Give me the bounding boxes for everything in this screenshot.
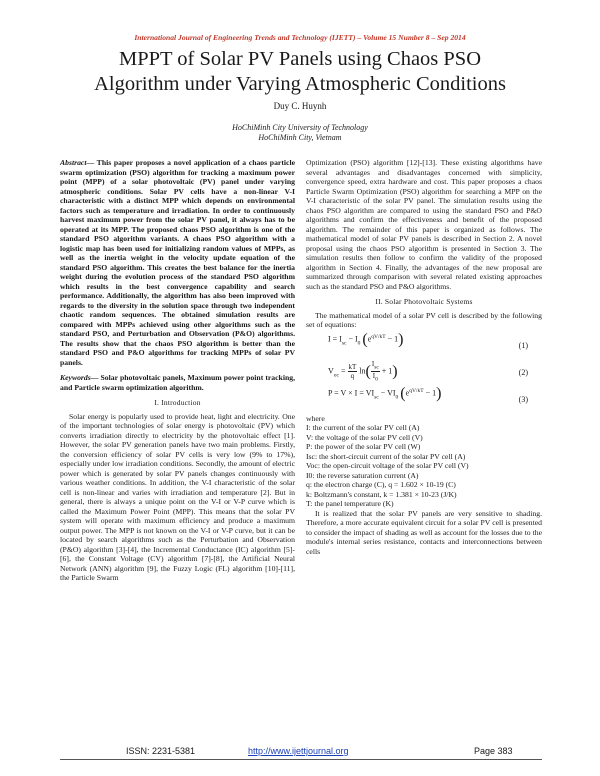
definition-item: q: the electron charge (C), q = 1.602 × 10-19 (C): [306, 480, 456, 489]
definition-item: T: the panel temperature (K): [306, 499, 394, 508]
equation-1-number: (1): [518, 340, 528, 350]
paper-title: [40, 47, 560, 97]
title-line-2: Algorithm under Varying Atmospheric Conditions: [94, 73, 506, 95]
keywords-lead: Keywords—: [60, 373, 99, 382]
affiliation-line-2: HoChiMinh City, Vietnam: [258, 133, 342, 143]
equation-3-number: (3): [518, 394, 528, 404]
intro-continued-paragraph: Optimization (PSO) algorithm [12]-[13]. These existing algorithms have several advantages and disadvantages concerned with simplicity, convergence speed, extra hardware and cost. This paper proposes a chaos Particle Swarm Optimization (PSO) algorithm for searching a MPP on the V-I characteristic of the solar PV panel. The simulation results using the chaos PSO algorithm are compared to using the standard PSO and P&O algorithms and confirm the effectiveness and benefit of the proposed algorithm. The remainder of this paper is organized as follows. The mathematical model of solar PV panels is described in Section 2. A novel proposal using the chaos PSO algorithm is presented in Section 3. The simulation results then follow to confirm the validity of the proposed algorithm in Section 4. Finally, the advantages of the new proposal are summarized through comparison with several related existing approaches such as the standard PSO and P&O algorithms.: [306, 158, 542, 291]
author-affiliation: [0, 123, 600, 143]
where-label: where: [306, 413, 325, 423]
equation-3: [306, 384, 542, 411]
definition-item: P: the power of the solar PV cell (W): [306, 442, 421, 451]
shading-paragraph: It is realized that the solar PV panels are very sensitive to shading. Therefore, a more accurate equivalent circuit for a solar PV cell is presented to consider the impact of shading as well as account for the losses due to the module's internal series resistance, contacts and interconnections between cells: [306, 508, 542, 556]
journal-header: International Journal of Engineering Trends and Technology (IJETT) – Volume 15 Number 8 – Sep 2014: [134, 33, 466, 42]
title-line-1: MPPT of Solar PV Panels using Chaos PSO: [118, 48, 482, 70]
footer-issn: ISSN: 2231-5381: [126, 746, 196, 756]
definition-item: Isc: the short-circuit current of the solar PV cell (A): [306, 451, 466, 461]
equation-1: [306, 330, 542, 357]
definition-item: I: the current of the solar PV cell (A): [306, 423, 420, 432]
equation-2-formula: $V_{oc}$ = $\frac{kT}{q}$ ln( $\frac{I_{sc}}{I_0}$ + 1): [328, 359, 398, 383]
intro-paragraph: Solar energy is popularly used to provide heat, light and electricity. One of the important technologies of solar energy is photovoltaic (PV) which converts irradiation directly to electricity by the photovoltaic effect [1]. However, the solar PV generation panels have two main problems. Firstly, the conversion efficiency of solar PV cells is very low (9% to 17%), especially under low irradiation conditions. Secondly, the amount of electric power which is generated by solar PV panels changes continuously with various weather conditions. In addition, the V-I characteristic of the solar cell is non-linear and varies with irradiation and temperature [2]. But in general, there is always a unique point on the V-I or V-P curve which is called the Maximum Power Point (MPP). This means that the solar PV system will operate with maximum efficiency and produce a maximum output power. The MPP is not known on the V-I or V-P curve, but it can be located by search algorithms such as the Perturbation and Observation (P&O) algorithm [3]-[4], the Incremental Conductance (IC) algorithm [5]-[6], the Constant Voltage (CV) algorithm [7]-[8], the Artificial Neural Network (ANN) algorithm [9], the Fuzzy Logic (FL) algorithm [10]-[11], the Particle Swarm: [60, 411, 295, 582]
section-heading-introduction: I. Introduction: [154, 398, 201, 407]
author-name: Duy C. Huynh: [273, 101, 327, 111]
abstract-lead: Abstract—: [60, 158, 95, 167]
variable-definitions: [306, 423, 542, 509]
footer-journal-link[interactable]: http://www.ijettjournal.org: [248, 746, 349, 756]
left-column: [60, 158, 295, 583]
equation-3-formula: $P = V \times I = VI_{sc} - VI_0$ $(e^{qV/kT} - 1)$: [328, 384, 442, 402]
definition-item: I0: the reverse saturation current (A): [306, 470, 419, 480]
section-heading-pv-systems: II. Solar Photovoltaic Systems: [375, 297, 473, 306]
footer-divider: [60, 759, 542, 760]
definition-item: k: Boltzmann's constant, k = 1.381 × 10-23 (J/K): [306, 489, 457, 499]
equation-1-formula: $I = I_{sc} - I_0$ $(e^{qV/kT} - 1)$: [328, 330, 404, 348]
keywords-text: Solar photovoltaic panels, Maximum power point tracking, and Particle swarm optimization algorithm.: [60, 373, 295, 392]
keywords: [60, 373, 295, 392]
equation-2-number: (2): [518, 367, 528, 377]
affiliation-line-1: HoChiMinh City University of Technology: [232, 123, 368, 132]
equation-2: [306, 360, 542, 384]
definition-item: Voc: the open-circuit voltage of the solar PV cell (V): [306, 461, 469, 470]
pv-model-paragraph: The mathematical model of a solar PV cell is described by the following set of equations:: [306, 310, 542, 329]
right-column: [306, 158, 542, 556]
abstract: [60, 158, 295, 367]
definition-item: V: the voltage of the solar PV cell (V): [306, 432, 423, 442]
footer-page-number: Page 383: [474, 746, 513, 756]
abstract-text: This paper proposes a novel application of a chaos particle swarm optimization (PSO) algorithm for tracking a maximum power point (MPP) of a solar photovoltaic (PV) panel under varying atmospheric conditions. Solar PV cells have a non-linear V-I characteristic with a distinct MPP which depends on environmental factors such as temperature and irradiation. In order to continuously harvest maximum power from the solar PV panel, it always has to be operated at its MPP. The proposed chaos PSO algorithm is one of the standard PSO algorithm variants. A chaos PSO algorithm with a logistic map has been used for initializing random values of MPPs, as well as the inertia weight in the velocity update equation of the standard PSO algorithm. This creates the best balance for the inertia weight during the evolution process of the standard PSO algorithm which results in the best convergence capability and search performance. Additionally, the algorithm has also been improved with regards to the diversity in the solution space through two independent chaotic random sequences. The obtained simulation results are compared with MPPs achieved using other algorithms such as the standard PSO, and Perturbation and Observation (P&O) algorithms. The results show that the chaos PSO algorithm is better than the standard PSO and P&O algorithms for tracking MPPs of solar PV panels.: [60, 158, 295, 367]
